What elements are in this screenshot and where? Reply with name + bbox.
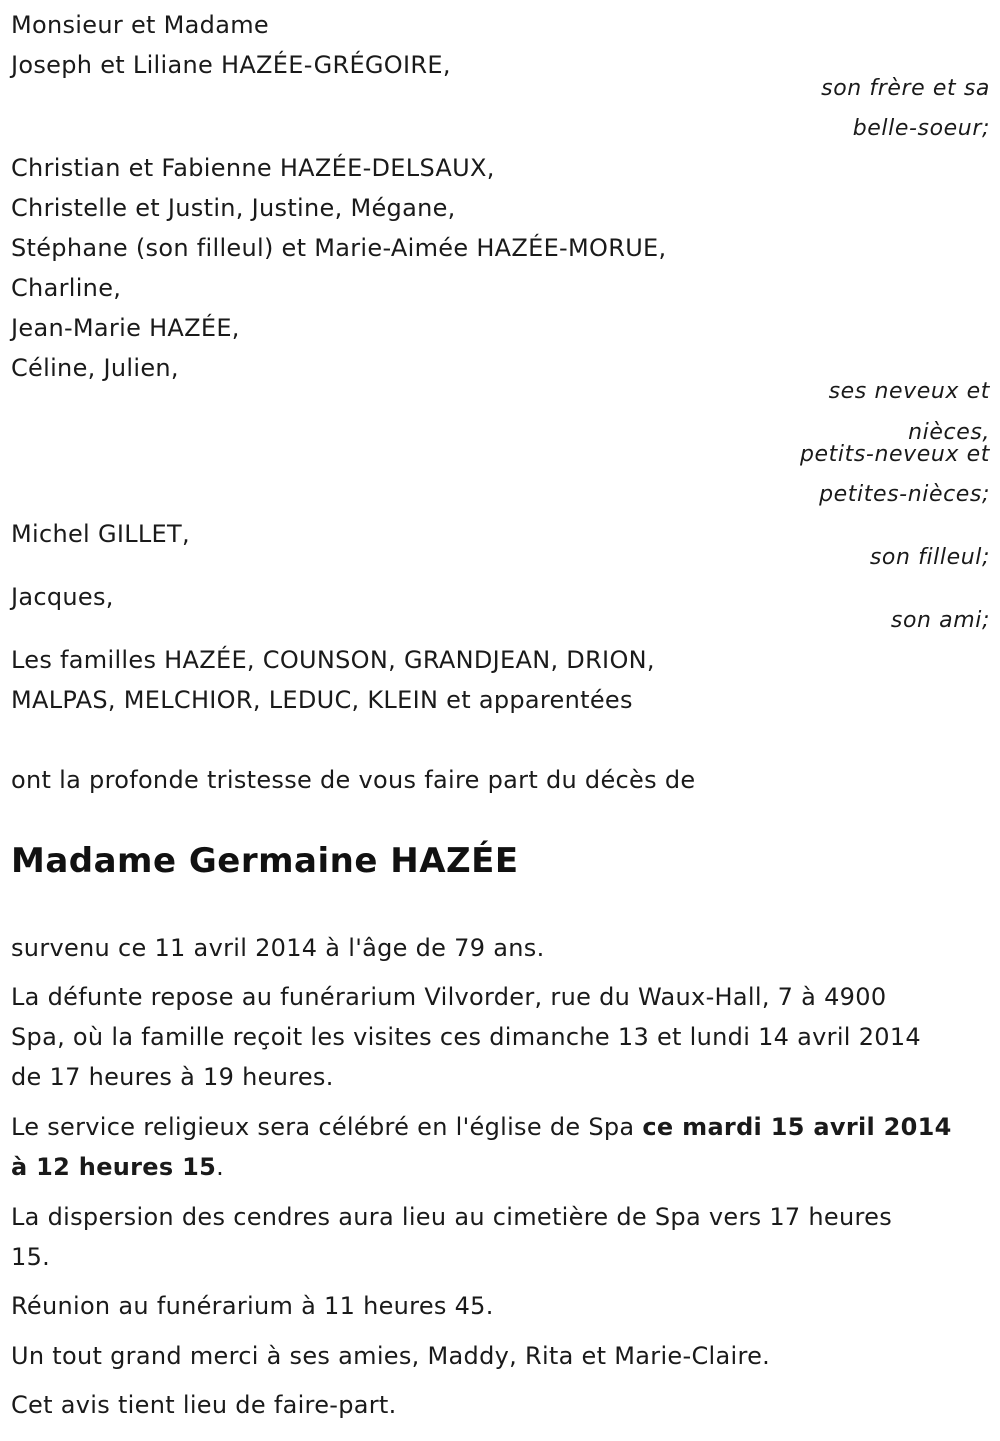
service-line — [11, 1147, 224, 1187]
relation-label: son frère et sa — [821, 76, 990, 101]
family-line: Stéphane (son filleul) et Marie-Aimée HAZÉE-MORUE, — [11, 234, 667, 262]
death-info: survenu ce 11 avril 2014 à l'âge de 79 ans. — [11, 934, 545, 962]
family-line: Christian et Fabienne HAZÉE-DELSAUX, — [11, 154, 495, 182]
family-line: Jacques, — [11, 583, 114, 611]
family-line: Céline, Julien, — [11, 354, 179, 382]
relation-label: son filleul; — [869, 545, 990, 570]
service-date: ce mardi 15 avril 2014 — [642, 1113, 952, 1141]
relation-label: belle-soeur; — [852, 116, 990, 141]
relation-label: ses neveux et — [828, 379, 990, 404]
deceased-name: Madame Germaine HAZÉE — [11, 841, 519, 881]
family-line: MALPAS, MELCHIOR, LEDUC, KLEIN et apparentées — [11, 686, 633, 714]
announcement-text: ont la profonde tristesse de vous faire part du décès de — [11, 766, 696, 794]
family-line: Jean-Marie HAZÉE, — [11, 314, 240, 342]
family-line: Christelle et Justin, Justine, Mégane, — [11, 194, 456, 222]
reunion-info: Réunion au funérarium à 11 heures 45. — [11, 1292, 494, 1320]
thanks-text: Un tout grand merci à ses amies, Maddy, Rita et Marie-Claire. — [11, 1342, 771, 1370]
relation-label: nièces, — [908, 420, 990, 445]
family-line: Charline, — [11, 274, 122, 302]
dispersion-line: 15. — [11, 1243, 51, 1271]
relation-label: son ami; — [890, 608, 990, 633]
family-line: Monsieur et Madame — [11, 11, 269, 39]
closing-text: Cet avis tient lieu de faire-part. — [11, 1391, 397, 1419]
service-time: à 12 heures 15 — [11, 1153, 217, 1181]
visitation-line: de 17 heures à 19 heures. — [11, 1063, 334, 1091]
service-prefix: Le service religieux sera célébré en l'église de Spa — [11, 1113, 643, 1141]
family-line: Michel GILLET, — [11, 520, 190, 548]
visitation-line: Spa, où la famille reçoit les visites ces dimanche 13 et lundi 14 avril 2014 — [11, 1023, 921, 1051]
family-line: Joseph et Liliane HAZÉE-GRÉGOIRE, — [11, 51, 451, 79]
relation-label: petites-nièces; — [819, 482, 990, 507]
visitation-line: La défunte repose au funérarium Vilvorder, rue du Waux-Hall, 7 à 4900 — [11, 983, 887, 1011]
family-line: Les familles HAZÉE, COUNSON, GRANDJEAN, DRION, — [11, 646, 655, 674]
service-line — [11, 1107, 952, 1147]
service-suffix: . — [216, 1153, 225, 1181]
dispersion-line: La dispersion des cendres aura lieu au cimetière de Spa vers 17 heures — [11, 1203, 893, 1231]
relation-label: petits-neveux et — [799, 442, 990, 467]
